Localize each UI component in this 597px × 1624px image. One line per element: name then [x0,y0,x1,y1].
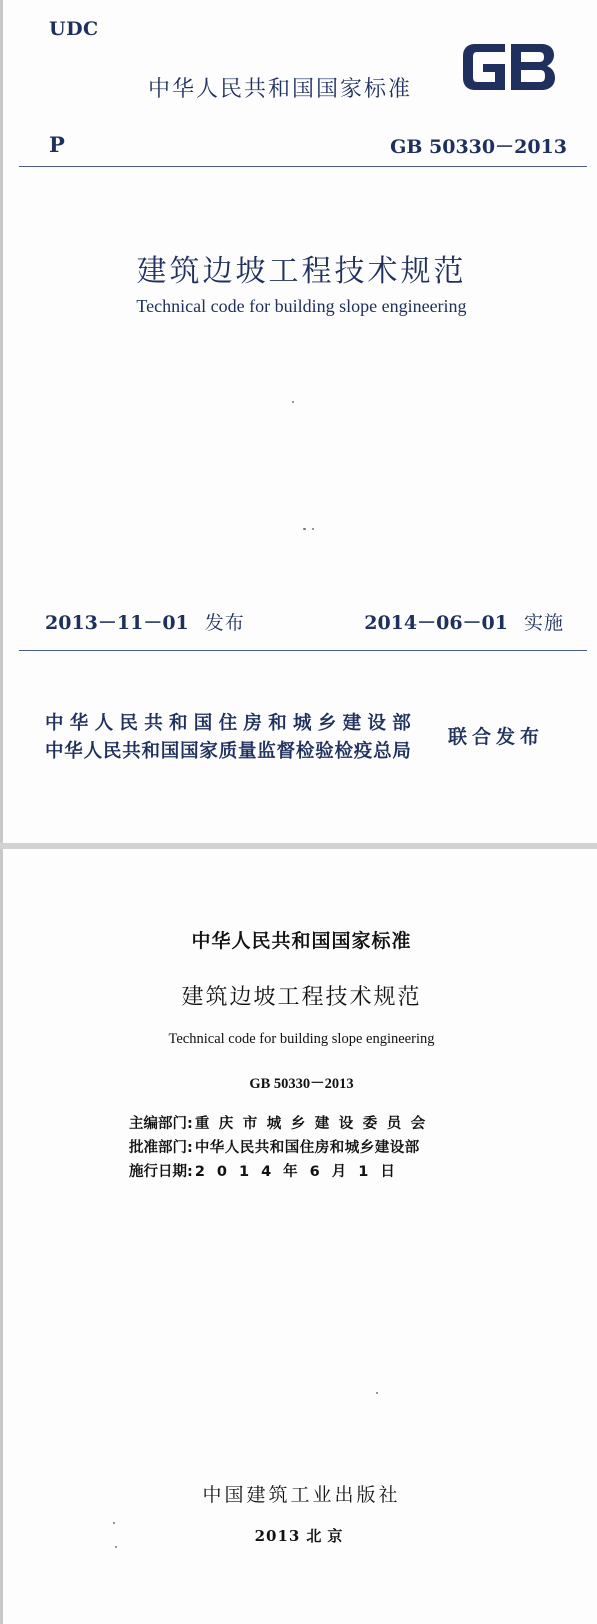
bottom-divider [19,650,587,651]
classification-letter: P [49,132,65,157]
implement-word: 实施 [523,612,564,634]
joint-issue-label: 联合发布 [448,726,545,748]
standard-type: 中华人民共和国国家标准 [148,77,413,102]
publish-word: 发布 [204,612,245,634]
effective-value: 2014年6月1日 [194,1164,407,1180]
title-page-standard-type: 中华人民共和国国家标准 [191,930,412,952]
title-page [0,849,597,1624]
title-page-standard-number: GB 50330－2013 [249,1076,354,1092]
publish-date: 2013－11－01 发布 [45,612,245,634]
title-english: Technical code for building slope engineering [136,296,467,316]
issuer-ministry-housing: 中华人民共和国住房和城乡建设部 [45,713,418,734]
effective-label: 施行日期: [129,1164,193,1180]
title-page-title-english: Technical code for building slope engineering [168,1031,435,1047]
effective-date-line [129,1160,407,1181]
gb-logo-icon [461,40,557,94]
title-chinese: 建筑边坡工程技术规范 [136,254,467,289]
editor-line [129,1112,435,1133]
approver-line [129,1136,420,1157]
approver-label: 批准部门: [129,1140,193,1156]
udc-label: UDC [49,18,99,40]
publisher-name: 中国建筑工业出版社 [202,1484,401,1506]
publication-city: 北京 [306,1527,349,1545]
issuer-aqsiq: 中华人民共和国国家质量监督检验检疫总局 [45,741,412,762]
title-page-title-chinese: 建筑边坡工程技术规范 [181,985,422,1010]
implement-date: 2014－06－01 实施 [364,612,564,634]
top-divider [19,166,587,167]
publication-place [3,1525,597,1546]
editor-label: 主编部门: [129,1116,193,1132]
publication-year: 2013 [254,1527,301,1545]
standard-number: GB 50330－2013 [390,136,567,158]
approver-value: 中华人民共和国住房和城乡建设部 [194,1140,420,1156]
editor-value: 重庆市城乡建设委员会 [194,1116,435,1132]
